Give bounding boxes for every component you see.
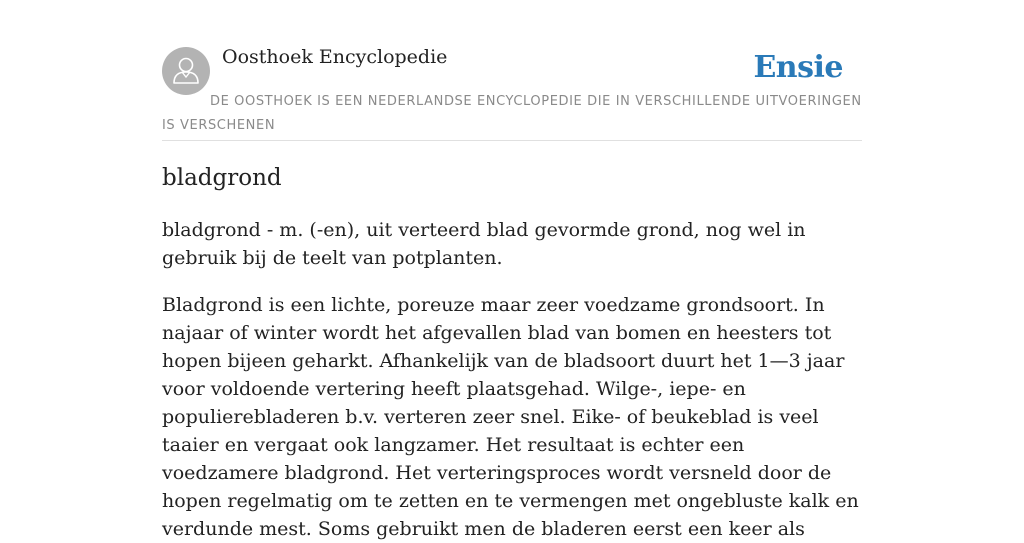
- page-header: [162, 40, 862, 141]
- brand-logo-link[interactable]: Ensie: [753, 50, 843, 85]
- user-silhouette-icon: [162, 47, 210, 95]
- source-title-link[interactable]: Oosthoek Encyclopedie: [222, 46, 448, 68]
- entry-body-paragraph: Bladgrond is een lichte, poreuze maar zeer voedzame grondsoort. In najaar of winter wordt het afgevallen blad van bomen en heesters tot hopen bijeen geharkt. Afhankelijk van de bladsoort duurt het 1—3 jaar voor voldoende vertering heeft plaatsgehad. Wilge-, iepe- en populierebladeren b.v. verteren zeer snel. Eike- of beukeblad is veel taaier en vergaat ook langzamer. Het resultaat is echter een voedzamere bladgrond. Het verteringsproces wordt versneld door de hopen regelmatig om te zetten en te vermengen met ongebluste kalk en verdunde mest. Soms gebruikt men de bladeren eerst een keer als: [162, 294, 859, 540]
- entry-title: bladgrond: [162, 165, 282, 191]
- entry-content: [162, 160, 862, 543]
- entry-definition-paragraph: bladgrond - m. (-en), uit verteerd blad gevormde grond, nog wel in gebruik bij de teelt van potplanten.: [162, 219, 806, 269]
- user-avatar-icon[interactable]: [162, 47, 210, 95]
- source-description: DE OOSTHOEK IS EEN NEDERLANDSE ENCYCLOPEDIE DIE IN VERSCHILLENDE UITVOERINGEN IS VERSCHENEN: [162, 94, 862, 133]
